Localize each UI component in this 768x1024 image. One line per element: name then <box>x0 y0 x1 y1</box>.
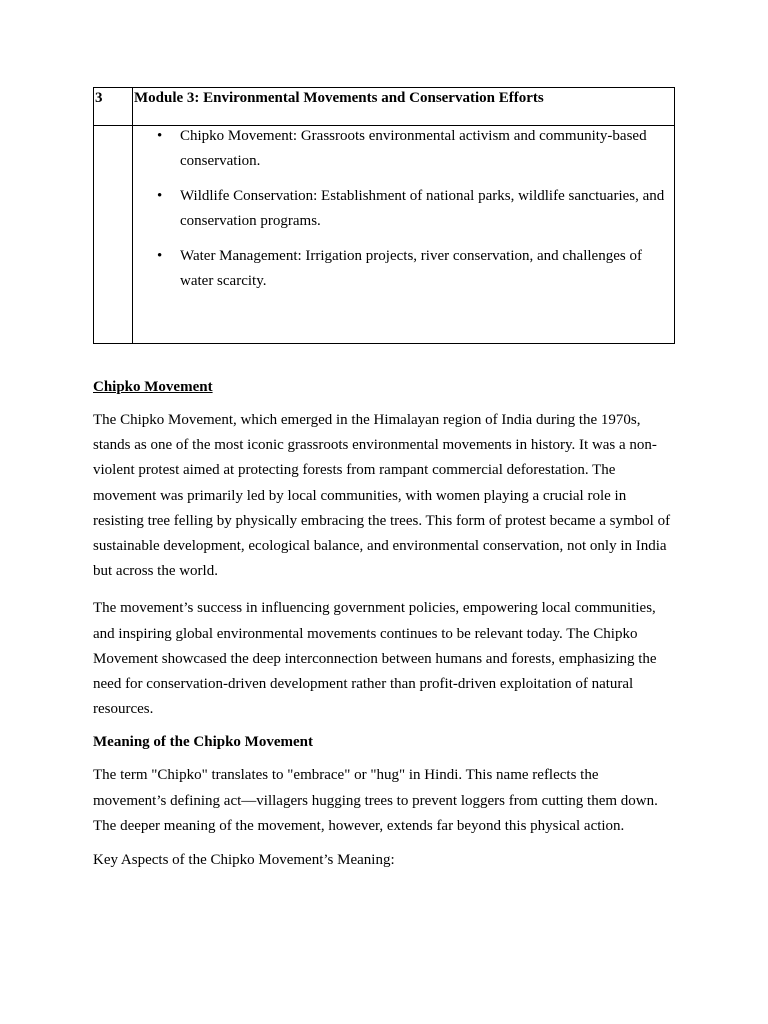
module-number-empty-cell <box>94 126 133 344</box>
meaning-paragraph: The term "Chipko" translates to "embrace" or "hug" in Hindi. This name reflects the movement’s defining act—villagers hugging trees to prevent loggers from cutting them down. The deeper meaning of the movement, however, extends far beyond this physical action. <box>93 767 658 834</box>
module-title: Module 3: Environmental Movements and Conservation Efforts <box>133 88 675 126</box>
module-number: 3 <box>94 88 133 126</box>
module-table <box>93 87 675 344</box>
bullet-icon: • <box>157 248 163 264</box>
module-table-header-row <box>94 88 675 126</box>
key-aspects-label: Key Aspects of the Chipko Movement’s Meaning: <box>93 852 395 869</box>
section-paragraph-2: The movement’s success in influencing government policies, empowering local communities, and inspiring global environmental movements continues to be relevant today. The Chipko Movement showcased the deep interconnection between humans and forests, emphasizing the need for conservation-driven development rather than profit-driven exploitation of natural resources. <box>93 600 657 718</box>
module-table-body-row <box>94 126 675 344</box>
list-item <box>133 244 674 294</box>
section-heading: Chipko Movement <box>93 379 213 395</box>
section-paragraph-1: The Chipko Movement, which emerged in the Himalayan region of India during the 1970s, stands as one of the most iconic grassroots environmental movements in history. It was a non-violent protest aimed at protecting forests from rampant commercial deforestation. The movement was primarily led by local communities, with women playing a crucial role in resisting tree felling by physically embracing the trees. This form of protest became a symbol of sustainable development, ecological balance, and environmental conservation, not only in India but across the world. <box>93 412 671 580</box>
list-item <box>133 184 674 234</box>
module-topics-cell <box>133 126 675 344</box>
list-item <box>133 124 674 174</box>
topic-text: Water Management: Irrigation projects, river conservation, and challenges of water scarcity. <box>180 248 642 289</box>
meaning-heading: Meaning of the Chipko Movement <box>93 734 313 751</box>
topic-text: Chipko Movement: Grassroots environmental activism and community-based conservation. <box>180 128 647 169</box>
module-topics-list <box>133 124 674 294</box>
document-page <box>93 87 675 870</box>
bullet-icon: • <box>157 128 163 144</box>
topic-text: Wildlife Conservation: Establishment of national parks, wildlife sanctuaries, and conservation programs. <box>180 188 665 229</box>
bullet-icon: • <box>157 188 163 204</box>
